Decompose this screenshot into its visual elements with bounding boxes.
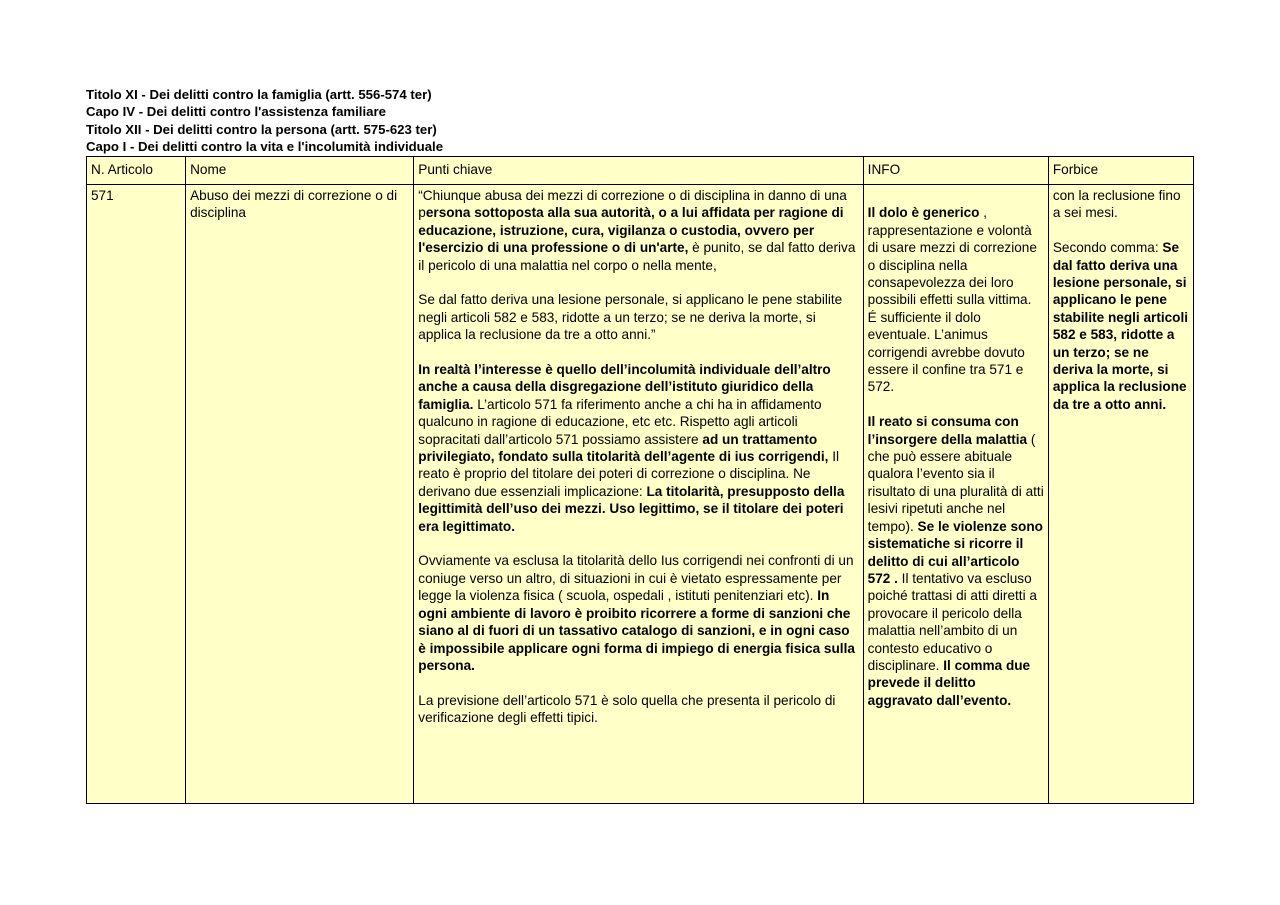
header-articolo: N. Articolo [87,157,186,185]
bold-text-run: ersona sottoposta alla sua autorità, o a lui affidata per ragione di educazione, istruzione, cura, vigilanza o custodia, ovvero per l'esercizio di una professione o di un'arte, [418,205,844,256]
document-headings [86,86,443,156]
table-header-row [87,157,1194,185]
bold-text-run: Il dolo è generico [867,205,980,221]
heading-titolo-xi: Titolo XI - Dei delitti contro la famiglia (artt. 556-574 ter) [86,87,432,102]
text-run: Il reato è proprio del titolare dei poteri di correzione o disciplina. Ne derivano due essenziali implicazione: [418,449,839,499]
header-nome: Nome [186,157,414,185]
text-run: Se dal fatto deriva una lesione personale, si applicano le pene stabilite negli articoli 582 e 583, ridotte a un terzo; se ne deriva la morte, si applica la reclusione da tre a otto anni.” [418,292,843,343]
cell-punti-chiave [414,185,863,804]
bold-text-run: ad un trattamento privilegiato, fondato sulla titolarità dell’agente di ius corrigendi, [418,431,829,465]
text-run: Il tentativo va escluso poiché trattasi di atti diretti a provocare il pericolo della malattia nell’ambito di un contesto educativo o disciplinare. [867,570,1037,673]
punti-paragraph-1 [418,187,858,274]
header-info: INFO [863,157,1048,185]
cell-articolo: 571 [87,185,186,804]
table-row [87,185,1194,804]
text-run: è punito, se dal fatto deriva il pericolo di una malattia nel corpo o nella mente, [418,240,856,273]
cell-forbice [1048,185,1193,804]
bold-text-run: Il reato si consuma con l’insorgere della malattia [867,414,1028,447]
bold-text-run: In realtà l’interesse è quello dell’incolumità individuale dell’altro anche a causa della disgregazione dell’istituto giuridico della famiglia. [418,362,831,412]
text-run: L’articolo 571 fa riferimento anche a chi ha in affidamento qualcuno in ragione di educazione, etc etc. Rispetto agli articoli sopracitati dall’articolo 571 possiamo assistere [418,396,822,447]
heading-titolo-xii: Titolo XII - Dei delitti contro la persona (artt. 575-623 ter) [86,121,437,137]
punti-paragraph-3 [418,361,858,535]
punti-paragraph-4 [418,552,858,674]
cell-info [863,185,1048,804]
bold-text-run: In ogni ambiente di lavoro è proibito ricorrere a forme di sanzioni che siano al di fuori di un tassativo catalogo di sanzioni, e in ogni caso è impossibile applicare ogni forma di impiego di energia fisica sulla persona. [418,588,855,673]
punti-paragraph-5 [418,692,858,727]
text-run: “Chiunque abusa dei mezzi di correzione o di disciplina in danno di una p [418,188,847,221]
bold-text-run: Il comma due prevede il delitto aggravato dall’evento. [867,657,1031,708]
forbice-paragraph-1 [1053,187,1189,222]
bold-text-run: La titolarità, presupposto della legittimità dell’uso dei mezzi. Uso legittimo, se il titolare dei poteri era legittimato. [418,483,845,534]
punti-paragraph-2 [418,291,858,343]
text-run: ( che può essere abituale qualora l’evento sia il risultato di una pluralità di atti lesivi ripetuti anche nel tempo). [867,431,1044,534]
bold-text-run: Se dal fatto deriva una lesione personale, si applicano le pene stabilite negli articoli 582 e 583, ridotte a un terzo; se ne deriva la morte, si applica la reclusione da tre a otto anni. [1052,240,1189,412]
forbice-paragraph-2 [1053,239,1189,413]
info-paragraph-1 [868,204,1044,395]
text-run: Ovviamente va esclusa la titolarità dello Ius corrigendi nei confronti di un coniuge verso un altro, di situazioni in cui è vietato espressamente per legge la violenza fisica ( scuola, ospedali , istituti penitenziari etc). [418,553,854,604]
header-forbice: Forbice [1048,157,1193,185]
text-run: , rappresentazione e volontà di usare mezzi di correzione o disciplina nella consapevolezza dei loro possibili effetti sulla vittima. É sufficiente il dolo eventuale. L’animus corrigendi avrebbe dovuto essere il confine tra 571 e 572. [867,205,1037,395]
cell-nome: Abuso dei mezzi di correzione o di disciplina [186,185,414,804]
heading-capo-iv: Capo IV - Dei delitti contro l'assistenza familiare [86,104,386,120]
articles-table [86,156,1194,804]
heading-capo-i: Capo I - Dei delitti contro la vita e l'incolumità individuale [86,139,444,155]
info-paragraph-2 [868,413,1044,709]
text-run: Secondo comma: [1052,240,1163,256]
text-run: con la reclusione fino a sei mesi. [1052,188,1181,221]
bold-text-run: Se le violenze sono sistematiche si ricorre il delitto di cui all’articolo 572 . [867,518,1043,586]
text-run: La previsione dell’articolo 571 è solo quella che presenta il pericolo di verificazione degli effetti tipici. [418,692,836,726]
header-punti-chiave: Punti chiave [414,157,863,185]
